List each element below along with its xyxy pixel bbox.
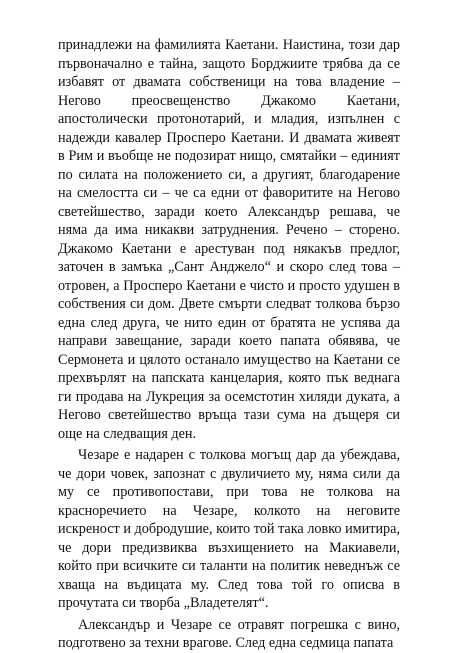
paragraph-1: принадлежи на фамилията Каетани. Наистина, този дар първоначално е тайна, защото Борджиите трябва да се избавят от двамата собственици на това владение – Негово преосвещенство Джакомо Каетани, апостолически протонотарий, и младия, изпълнен с надежди кавалер Просперо Каетани. И двамата живеят в Рим и въобще не подозират нищо, смятайки – единият по силата на положението си, а другият, благодарение на смелостта си – че са едни от фаворитите на Негово светейшество, заради което Александър решава, че няма да има никакви затруднения. Речено – сторено. Джакомо Каетани е арестуван под някакъв предлог, заточен в замъка „Сант Анджело“ и скоро след това – отровен, а Просперо Каетани е чисто и просто удушен в собствения си дом. Двете смърти следват толкова бързо една след друга, че нито един от братята не успява да направи завещание, заради което папата обявява, че Сермонета и цялото останало имущество на Каетани се прехвърлят на папската канцелария, която пък веднага ги продава на Лукреция за осемстотин хиляди дуката, а Негово светейшество връща тази сума на дъщеря си още на следващия ден. (58, 37, 400, 442)
paragraph-2: Чезаре е надарен с толкова могъщ дар да убеждава, че дори човек, запознат с двуличието му, няма сили да му се противопостави, при това не толкова на красноречието на Чезаре, колкото на неговите искреност и добродушие, които той така ловко имитира, че дори предизвиква възхищението на Макиавели, който при всичките си таланти на политик неведнъж се хваща на въдицата му. След това той го описва в прочутата си творба „Владетелят“. (58, 447, 400, 612)
paragraph-3: Александър и Чезаре се отравят погрешка с вино, подготвено за техни врагове. След една седмица папата (58, 616, 400, 652)
body-text (58, 36, 400, 653)
